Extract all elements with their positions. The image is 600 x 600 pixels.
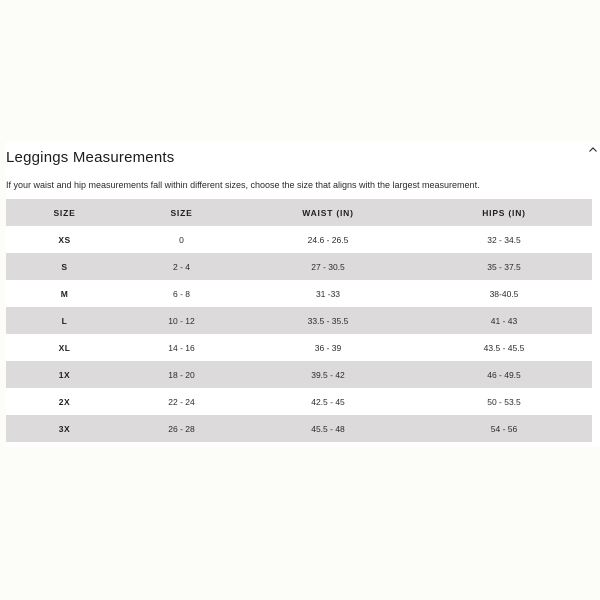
size-table — [6, 199, 592, 442]
sizing-note: If your waist and hip measurements fall within different sizes, choose the size that aligns with the largest measurement. — [6, 180, 480, 190]
table-row — [6, 388, 592, 415]
size-chart-panel — [6, 142, 600, 447]
hips-cell: 35 - 37.5 — [416, 253, 592, 280]
numeric-size-cell: 22 - 24 — [123, 388, 240, 415]
waist-cell: 33.5 - 35.5 — [240, 307, 416, 334]
table-row — [6, 361, 592, 388]
column-header-hips: HIPS (IN) — [416, 199, 592, 226]
table-row — [6, 334, 592, 361]
size-cell: S — [6, 253, 123, 280]
numeric-size-cell: 26 - 28 — [123, 415, 240, 442]
page-title: Leggings Measurements — [6, 149, 175, 166]
size-cell: M — [6, 280, 123, 307]
table-header-row — [6, 199, 592, 226]
numeric-size-cell: 18 - 20 — [123, 361, 240, 388]
size-cell: 2X — [6, 388, 123, 415]
numeric-size-cell: 10 - 12 — [123, 307, 240, 334]
column-header-size: SIZE — [6, 199, 123, 226]
hips-cell: 54 - 56 — [416, 415, 592, 442]
waist-cell: 39.5 - 42 — [240, 361, 416, 388]
hips-cell: 50 - 53.5 — [416, 388, 592, 415]
hips-cell: 43.5 - 45.5 — [416, 334, 592, 361]
table-row — [6, 307, 592, 334]
hips-cell: 46 - 49.5 — [416, 361, 592, 388]
size-cell: 1X — [6, 361, 123, 388]
size-cell: XL — [6, 334, 123, 361]
size-cell: L — [6, 307, 123, 334]
hips-cell: 41 - 43 — [416, 307, 592, 334]
numeric-size-cell: 14 - 16 — [123, 334, 240, 361]
column-header-numeric-size: SIZE — [123, 199, 240, 226]
numeric-size-cell: 0 — [123, 226, 240, 253]
size-cell: 3X — [6, 415, 123, 442]
numeric-size-cell: 6 - 8 — [123, 280, 240, 307]
hips-cell: 38-40.5 — [416, 280, 592, 307]
table-row — [6, 253, 592, 280]
waist-cell: 36 - 39 — [240, 334, 416, 361]
chevron-up-icon[interactable] — [588, 142, 598, 152]
table-row — [6, 280, 592, 307]
waist-cell: 42.5 - 45 — [240, 388, 416, 415]
column-header-waist: WAIST (IN) — [240, 199, 416, 226]
waist-cell: 24.6 - 26.5 — [240, 226, 416, 253]
table-row — [6, 415, 592, 442]
waist-cell: 27 - 30.5 — [240, 253, 416, 280]
numeric-size-cell: 2 - 4 — [123, 253, 240, 280]
size-cell: XS — [6, 226, 123, 253]
table-row — [6, 226, 592, 253]
waist-cell: 31 -33 — [240, 280, 416, 307]
hips-cell: 32 - 34.5 — [416, 226, 592, 253]
waist-cell: 45.5 - 48 — [240, 415, 416, 442]
